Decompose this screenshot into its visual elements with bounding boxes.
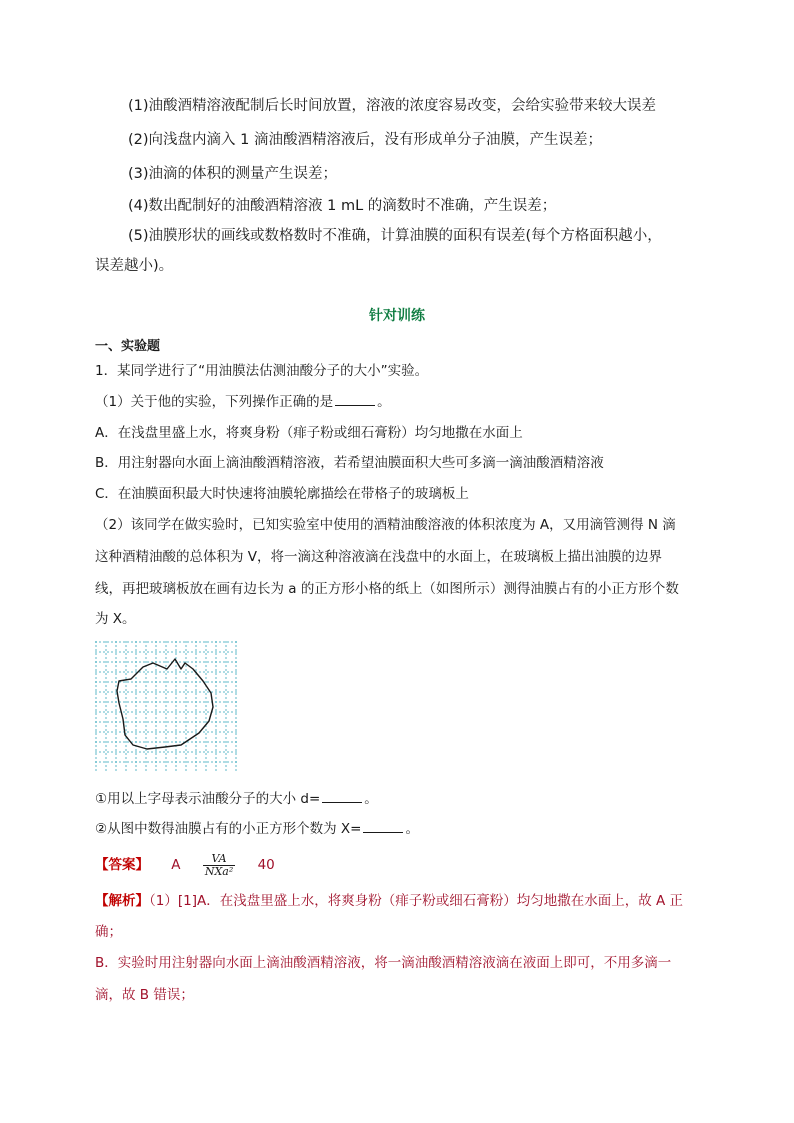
answer-row (95, 852, 275, 878)
part-title: 一、实验题 (95, 339, 161, 354)
oil-film-grid-figure (95, 641, 237, 771)
analysis-line-3: B．实验时用注射器向水面上滴油酸酒精溶液，将一滴油酸酒精溶液滴在液面上即可，不用多滴一 (95, 955, 672, 971)
question-part-1-text: ①用以上字母表示油酸分子的大小 d= (95, 791, 321, 807)
question-sub1-end: 。 (377, 394, 391, 410)
question-sub2-line-1: （2）该同学在做实验时，已知实验室中使用的酒精油酸溶液的体积浓度为 A，又用滴管测得 N 滴 (95, 517, 676, 533)
error-item-5-cont: 误差越小)。 (95, 258, 174, 274)
analysis-label: 【解析】 (95, 893, 149, 909)
question-sub1 (95, 391, 391, 412)
question-sub2-line-3: 线，再把玻璃板放在画有边长为 a 的正方形小格的纸上（如图所示）测得油膜占有的小正方形个数 (95, 581, 679, 597)
answer-fraction-denominator: NXa² (204, 864, 234, 878)
error-item-5: (5)油膜形状的画线或数格数时不准确，计算油膜的面积有误差(每个方格面积越小， (128, 228, 662, 244)
answer-count: 40 (257, 857, 275, 873)
option-a: A．在浅盘里盛上水，将爽身粉（痱子粉或细石膏粉）均匀地撒在水面上 (95, 425, 523, 441)
question-stem: 1．某同学进行了“用油膜法估测油酸分子的大小”实验。 (95, 363, 429, 379)
answer-label: 【答案】 (95, 857, 149, 873)
error-item-4: (4)数出配制好的油酸酒精溶液 1 mL 的滴数时不准确，产生误差； (128, 198, 557, 214)
answer-fraction (203, 853, 235, 878)
question-sub2-line-2: 这种酒精油酸的总体积为 V，将一滴这种溶液滴在浅盘中的水面上，在玻璃板上描出油膜的边界 (95, 549, 663, 565)
option-b: B．用注射器向水面上滴油酸酒精溶液，若希望油膜面积大些可多滴一滴油酸酒精溶液 (95, 455, 604, 471)
question-part-2-text: ②从图中数得油膜占有的小正方形个数为 X= (95, 821, 362, 837)
analysis-text-1: （1）[1]A．在浅盘里盛上水，将爽身粉（痱子粉或细石膏粉）均匀地撒在水面上，故 A 正 (149, 893, 684, 909)
question-sub2-line-4: 为 X。 (95, 611, 136, 627)
question-sub1-text: （1）关于他的实验，下列操作正确的是 (95, 394, 334, 410)
answer-blank-3[interactable] (363, 818, 403, 833)
analysis-line-1 (95, 891, 683, 911)
question-part-1 (95, 788, 378, 809)
question-part-1-end: 。 (364, 791, 378, 807)
question-part-2 (95, 818, 419, 839)
analysis-line-4: 滴，故 B 错误； (95, 987, 194, 1003)
error-item-3: (3)油滴的体积的测量产生误差； (128, 166, 338, 182)
error-item-1: (1)油酸酒精溶液配制后长时间放置，溶液的浓度容易改变，会给实验带来较大误差 (128, 98, 657, 114)
answer-blank-2[interactable] (322, 788, 362, 803)
grid-lines (95, 641, 237, 771)
answer-blank-1[interactable] (335, 391, 375, 406)
error-item-2: (2)向浅盘内滴入 1 滴油酸酒精溶液后，没有形成单分子油膜，产生误差； (128, 132, 602, 148)
section-title: 针对训练 (369, 308, 425, 324)
option-c: C．在油膜面积最大时快速将油膜轮廓描绘在带格子的玻璃板上 (95, 486, 469, 502)
analysis-line-2: 确； (95, 924, 122, 940)
answer-fraction-numerator: VA (203, 853, 235, 866)
question-part-2-end: 。 (405, 821, 419, 837)
answer-choice: A (171, 857, 181, 873)
